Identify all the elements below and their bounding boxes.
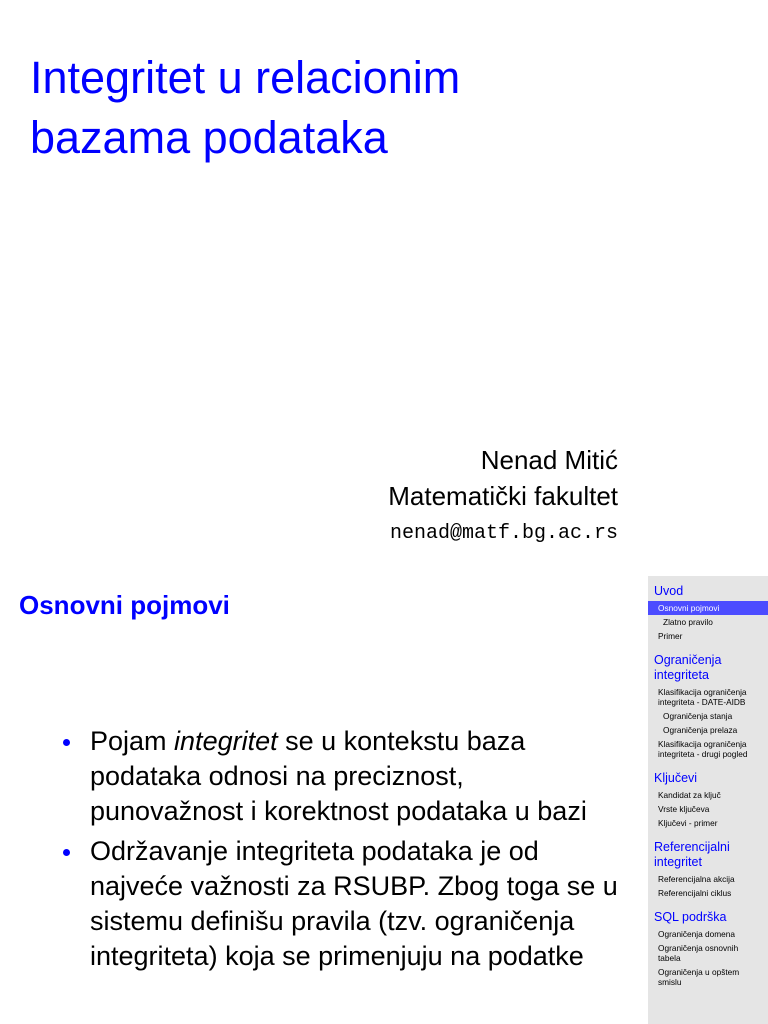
- title-line-1: Integritet u relacionim: [30, 52, 461, 103]
- nav-section-referencijalni: [648, 840, 768, 900]
- bullet-dot-icon: [63, 849, 70, 856]
- bullet-text: Održavanje integriteta podataka je od najveće važnosti za RSUBP. Zbog toga se u sistemu definišu pravila (tzv. ograničenja integriteta) koja se primenjuju na podatke: [90, 836, 618, 971]
- bullet-text-end: se u kontekstu baza podataka odnosi na preciznost, punovažnost i korektnost podataka u bazi: [90, 726, 587, 826]
- nav-item-kljucevi-primer[interactable]: Ključevi - primer: [658, 818, 718, 828]
- nav-item-referencijalni-ciklus[interactable]: Referencijalni ciklus: [658, 888, 732, 898]
- nav-item-kandidat[interactable]: Kandidat za ključ: [658, 790, 721, 800]
- nav-section-title[interactable]: SQL podrška: [654, 910, 727, 924]
- nav-item-klasifikacija-date[interactable]: Klasifikacija ograničenja integriteta - DATE-AIDB: [658, 687, 747, 707]
- nav-item-osnovni-pojmovi[interactable]: Osnovni pojmovi: [648, 601, 768, 615]
- author-institution: Matematički fakultet: [388, 481, 618, 511]
- title-line-2: bazama podataka: [30, 112, 388, 163]
- content-slide: [0, 576, 768, 1024]
- bullet-item: [60, 834, 620, 974]
- nav-section-title[interactable]: Uvod: [654, 584, 684, 598]
- nav-item-zlatno-pravilo[interactable]: Zlatno pravilo: [663, 617, 713, 627]
- nav-section-sql: [648, 910, 768, 989]
- nav-section-kljucevi: [648, 771, 768, 830]
- nav-section-ogranicenja: [648, 653, 768, 761]
- bullet-text-start: Pojam: [90, 726, 175, 756]
- bullet-dot-icon: [63, 739, 70, 746]
- bullet-emphasis: integritet: [174, 726, 278, 756]
- nav-item-ogranicenja-stanja[interactable]: Ograničenja stanja: [663, 711, 733, 721]
- nav-item-vrste-kljuceva[interactable]: Vrste ključeva: [658, 804, 710, 814]
- presentation-title: [30, 48, 460, 168]
- nav-item-ogranicenja-opste[interactable]: Ograničenja u opštem smislu: [658, 967, 740, 987]
- nav-section-title[interactable]: Ograničenja integriteta: [654, 653, 722, 682]
- bullet-list: [60, 724, 620, 979]
- nav-section-uvod: [648, 584, 768, 643]
- nav-item-ogranicenja-tabela[interactable]: Ograničenja osnovnih tabela: [658, 943, 739, 963]
- author-name: Nenad Mitić: [480, 445, 618, 475]
- nav-item-primer[interactable]: Primer: [658, 631, 683, 641]
- nav-item-ogranicenja-prelaza[interactable]: Ograničenja prelaza: [663, 725, 738, 735]
- nav-item-referencijalna-akcija[interactable]: Referencijalna akcija: [658, 874, 735, 884]
- nav-section-title[interactable]: Referencijalni integritet: [654, 840, 730, 869]
- navigation-sidebar: [648, 576, 768, 1024]
- nav-item-ogranicenja-domena[interactable]: Ograničenja domena: [658, 929, 736, 939]
- nav-section-title[interactable]: Ključevi: [654, 771, 698, 785]
- author-block: [388, 442, 618, 552]
- author-email[interactable]: nenad@matf.bg.ac.rs: [389, 522, 618, 545]
- frame-title: Osnovni pojmovi: [19, 590, 230, 620]
- bullet-item: [60, 724, 620, 829]
- nav-item-klasifikacija-drugi[interactable]: Klasifikacija ograničenja integriteta - drugi pogled: [658, 739, 748, 759]
